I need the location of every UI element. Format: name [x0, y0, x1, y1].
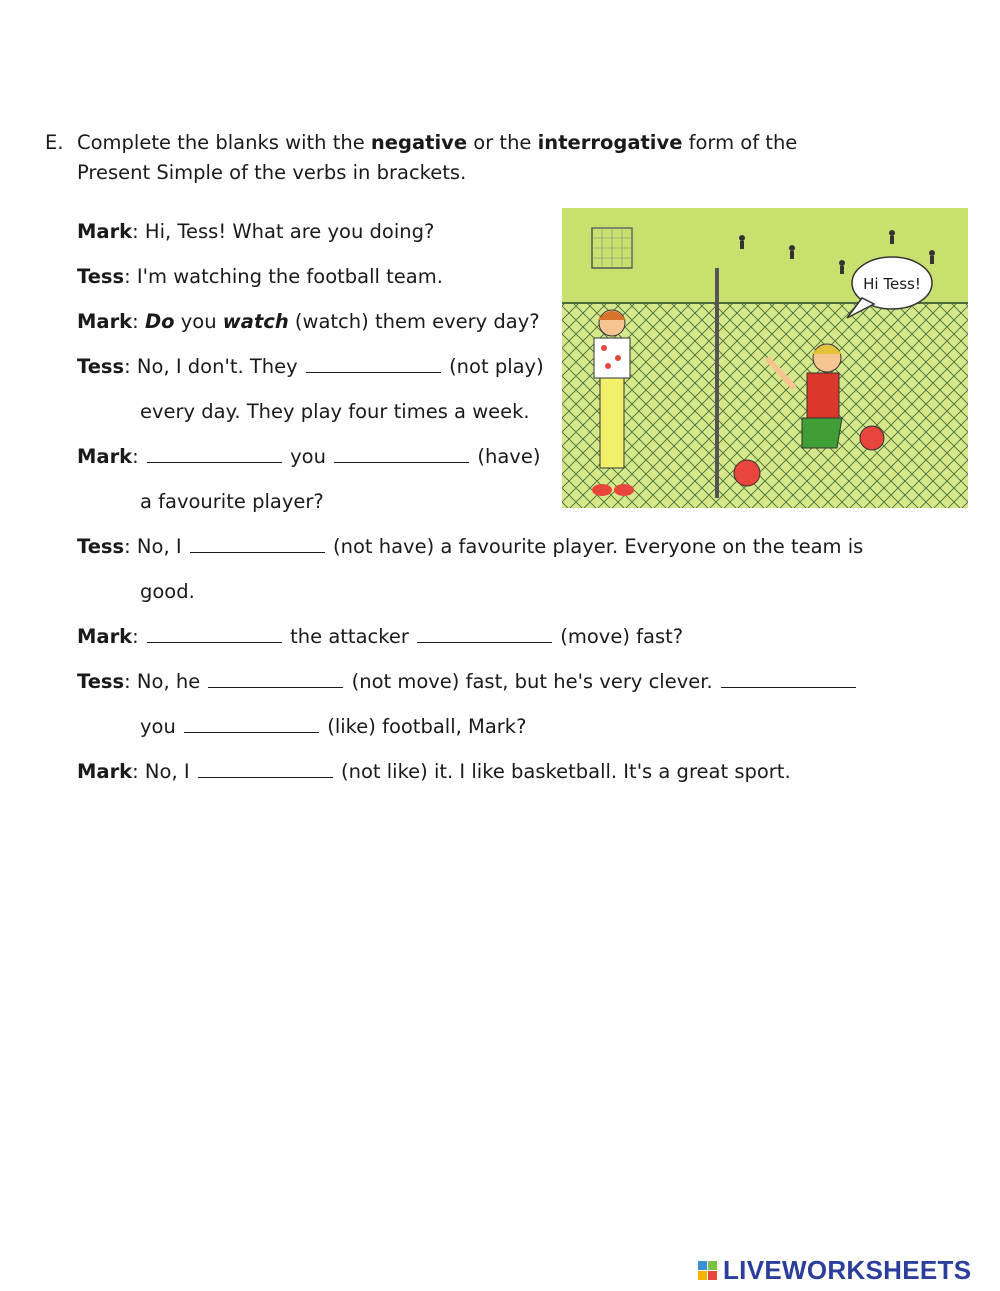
dialogue-text: : No, I — [124, 535, 188, 558]
logo-square-2 — [708, 1261, 717, 1270]
instruction-interrogative: interrogative — [537, 131, 683, 154]
speaker-name: Tess — [77, 670, 125, 693]
dialogue-text: : — [132, 310, 145, 333]
answer-blank-9[interactable] — [184, 716, 319, 733]
exercise-instruction — [45, 128, 825, 188]
dialogue-line-12 — [140, 715, 526, 738]
speaker-name: Mark — [77, 310, 133, 333]
answer-blank-2[interactable] — [147, 446, 282, 463]
dialogue-line-8 — [77, 535, 863, 558]
dialogue-text: the attacker — [283, 625, 416, 648]
dialogue-text: : I'm watching the football team. — [124, 265, 443, 288]
speaker-name: Mark — [77, 760, 133, 783]
dialogue-text: (like) football, Mark? — [321, 715, 527, 738]
speaker-name: Tess — [77, 355, 125, 378]
dialogue-line-2 — [77, 265, 443, 288]
answer-blank-8[interactable] — [721, 671, 856, 688]
brand-name: LIVEWORKSHEETS — [723, 1255, 972, 1285]
answer-blank-3[interactable] — [334, 446, 469, 463]
dialogue-text: : — [132, 445, 145, 468]
answer-blank-6[interactable] — [417, 626, 552, 643]
instruction-suffix: form of the Present Simple of the verbs in brackets. — [77, 131, 798, 184]
instruction-negative: negative — [370, 131, 468, 154]
dialogue-text: (watch) them every day? — [288, 310, 540, 333]
speaker-name: Mark — [77, 445, 133, 468]
dialogue-text: : No, I don't. They — [124, 355, 304, 378]
dialogue-text: (not play) — [442, 355, 544, 378]
liveworksheets-logo — [698, 1255, 971, 1286]
dialogue-line-11 — [77, 670, 858, 693]
answer-blank-1[interactable] — [306, 356, 441, 373]
dialogue-text: you — [283, 445, 333, 468]
dialogue-line-13 — [77, 760, 791, 783]
dialogue-text: a favourite player? — [140, 490, 324, 513]
exercise-letter: E. — [45, 131, 64, 154]
dialogue-text: (have) — [471, 445, 541, 468]
example-answer-watch: watch — [222, 310, 289, 333]
dialogue-line-4 — [77, 355, 544, 378]
logo-square-1 — [698, 1261, 707, 1270]
dialogue-text: : Hi, Tess! What are you doing? — [132, 220, 435, 243]
answer-blank-4[interactable] — [190, 536, 325, 553]
dialogue-line-7 — [140, 490, 324, 513]
speaker-name: Mark — [77, 220, 133, 243]
logo-square-3 — [698, 1271, 707, 1280]
dialogue-line-5 — [140, 400, 530, 423]
answer-blank-10[interactable] — [198, 761, 333, 778]
dialogue-text: (not have) a favourite player. Everyone on the team is — [326, 535, 864, 558]
instruction-text — [77, 128, 825, 188]
dialogue-line-1 — [77, 220, 434, 243]
dialogue-text: : — [132, 625, 145, 648]
illustration-svg — [562, 208, 968, 508]
speaker-name: Mark — [77, 625, 133, 648]
logo-mark-icon — [698, 1261, 717, 1280]
dialogue-line-9 — [140, 580, 195, 603]
dialogue-text: : No, I — [132, 760, 196, 783]
answer-blank-5[interactable] — [147, 626, 282, 643]
dialogue-line-10 — [77, 625, 683, 648]
dialogue-text: you — [174, 310, 223, 333]
dialogue-text: : No, he — [124, 670, 207, 693]
logo-square-4 — [708, 1271, 717, 1280]
example-answer-do: Do — [144, 310, 175, 333]
dialogue-text: you — [140, 715, 183, 738]
dialogue-text: every day. They play four times a week. — [140, 400, 530, 423]
speech-bubble-text: Hi Tess! — [863, 275, 921, 293]
instruction-prefix: Complete the blanks with the — [77, 131, 371, 154]
dialogue-text: good. — [140, 580, 195, 603]
football-fence-illustration — [562, 208, 968, 508]
speaker-name: Tess — [77, 265, 125, 288]
dialogue-line-6 — [77, 445, 540, 468]
dialogue-text: (not move) fast, but he's very clever. — [345, 670, 719, 693]
dialogue-text: (move) fast? — [554, 625, 684, 648]
speaker-name: Tess — [77, 535, 125, 558]
instruction-mid: or the — [467, 131, 538, 154]
dialogue-text: (not like) it. I like basketball. It's a great sport. — [334, 760, 791, 783]
dialogue-line-3-example — [77, 310, 540, 333]
answer-blank-7[interactable] — [208, 671, 343, 688]
